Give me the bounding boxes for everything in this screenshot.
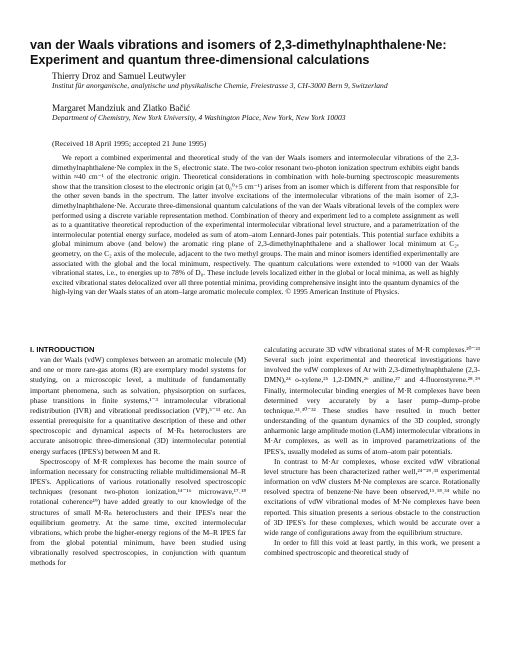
body-paragraph: van der Waals (vdW) complexes between an aromatic molecule (M) and one or more rare-gas atoms (R) are exemplary model systems for studying, on a microscopic level, a multitude of fundamentally important phenomena, such as solvation, physisorption on surfaces, phase transitions in finite systems,¹⁻³ intramolecular vibrational redistribution (IVR) and vibrational predissociation (VP),⁵⁻¹³ etc. An essential prerequisite for a quantitative description of these and other spectroscopic and dynamical aspects of M·Rₙ heteroclusters are accurate anisotropic three-dimensional (3D) intermolecular potential energy surfaces (IPES's) between M and R.: [30, 355, 246, 456]
article-title: van der Waals vibrations and isomers of 2,3-dimethylnaphthalene·Ne: Experiment and quantum three-dimensional calculations: [30, 38, 447, 67]
author-block-1: [52, 71, 492, 90]
abstract: We report a combined experimental and theoretical study of the van der Waals isomers and intermolecular vibrations of the 2,3-dimethylnaphthalene·Ne complex in the S₁ electronic state. The two-color resonant two-photon ionization spectrum exhibits eight bands within ≈40 cm⁻¹ of the electronic origin. Theoretical considerations in combination with hole-burning spectroscopic measurements show that the transition closest to the electronic origin (at 0₀⁰+5 cm⁻¹) arises from an isomer which is different from that responsible for the other seven bands in the spectrum. The latter involve excitations of the intermolecular vibrations of the main isomer of 2,3-dimethylnaphthalene·Ne. Accurate three-dimensional quantum calculations of the van der Waals vibrational levels of the complex were performed using a discrete variable representation method. Combination of theory and experiment led to a complete assignment as well as to a quantitative theoretical reproduction of the experimental intermolecular vibrational level structure, and a parametrization of the intermolecular potential energy surface, modeled as sum of atom–atom Lennard-Jones pair potentials. This potential surface exhibits a global minimum above (and below) the aromatic ring plane of 2,3-dimethylnaphthalene and a shallower local minimum at C₂ᵥ geometry, on the C₂ axis of the molecule, adjacent to the two methyl groups. The main and minor isomers identified experimentally are associated with the global and the local minimum, respectively. The quantum calculations were extended to ≈1000 van der Waals vibrational states, i.e., to energies up to 78% of D₀. These include levels localized either in the global or local minima, as well as highly excited vibrational states delocalized over all three potential minima, providing comprehensive insight into the quantum dynamics of the high-lying van der Waals states of an atom–large aromatic molecule complex. © 1995 American Institute of Physics.: [52, 153, 459, 297]
body-paragraph: calculating accurate 3D vdW vibrational states of M·R complexes.²⁰⁻²³ Several such joint experimental and theoretical investigations have involved the vdW complexes of Ar with 2,3-dimethylnaphthalene (2,3-DMN),²⁴ o-xylene,²⁵ 1,2-DMN,²⁶ aniline,²⁷ and 4-fluorostyrene.²⁸˒²⁹ Finally, intermolecular binding energies of M·R complexes have been determined very accurately by a laser pump–dump–probe technique.¹³˒³⁰⁻³² These studies have resulted in much better understanding of the quantum dynamics of the 3D coupled, strongly anharmonic large amplitude motion (LAM) intermolecular vibrations in M·Ar complexes, as well as in improved parametrizations of the IPES's, usually modeled as sums of atom–atom pair potentials.: [264, 345, 480, 456]
author-names: Thierry Droz and Samuel Leutwyler: [52, 71, 186, 81]
left-column: [30, 345, 246, 568]
author-affiliation: Institut für anorganische, analytische und physikalische Chemie, Freiestrasse 3, CH-3000 Bern 9, Switzerland: [52, 81, 388, 90]
body-paragraph: In contrast to M·Ar complexes, whose excited vdW vibrational level structure has been characterized rather well,²⁴⁻²⁹˒³³ experimental information on vdW clusters M·Ne complexes are scarce. Rotationally resolved spectra of benzene·Ne have been observed,¹⁵˒¹⁸˒³⁴ while no excitations of vdW vibrational modes of M·Ne complexes have been reported. This situation presents a serious obstacle to the construction of 3D IPES's for these complexes, which would be accurate over a wide range of configurations away from the equilibrium structure.: [264, 456, 480, 537]
body-paragraph: Spectroscopy of M·R complexes has become the main source of information necessary for constructing reliable multidimensional M–R IPES's. Applications of various rotationally resolved spectroscopic techniques (resonant two-photon ionization,¹⁴⁻¹⁶ microwave,¹⁷˒¹⁸ rotational coherence¹⁹) have added greatly to our knowledge of the structures of small M·Rₙ heteroclusters and their IPES's near the equilibrium geometry. At the same time, excited intermolecular vibrations, which probe the higher-energy regions of the M–R IPES far from the global potential minimum, have been studied using vibrationally resolved spectroscopies, in conjunction with quantum methods for: [30, 456, 246, 568]
received-dates: (Received 18 April 1995; accepted 21 June 1995): [52, 139, 207, 148]
right-column: [264, 345, 480, 558]
author-names: Margaret Mandziuk and Zlatko Bačić: [52, 103, 191, 113]
section-heading: I. INTRODUCTION: [30, 345, 95, 354]
body-paragraph: In order to fill this void at least partly, in this work, we present a combined spectroscopic and theoretical study of: [264, 537, 480, 558]
author-block-2: [52, 103, 492, 122]
author-affiliation: Department of Chemistry, New York University, 4 Washington Place, New York, New York 10003: [52, 113, 346, 122]
